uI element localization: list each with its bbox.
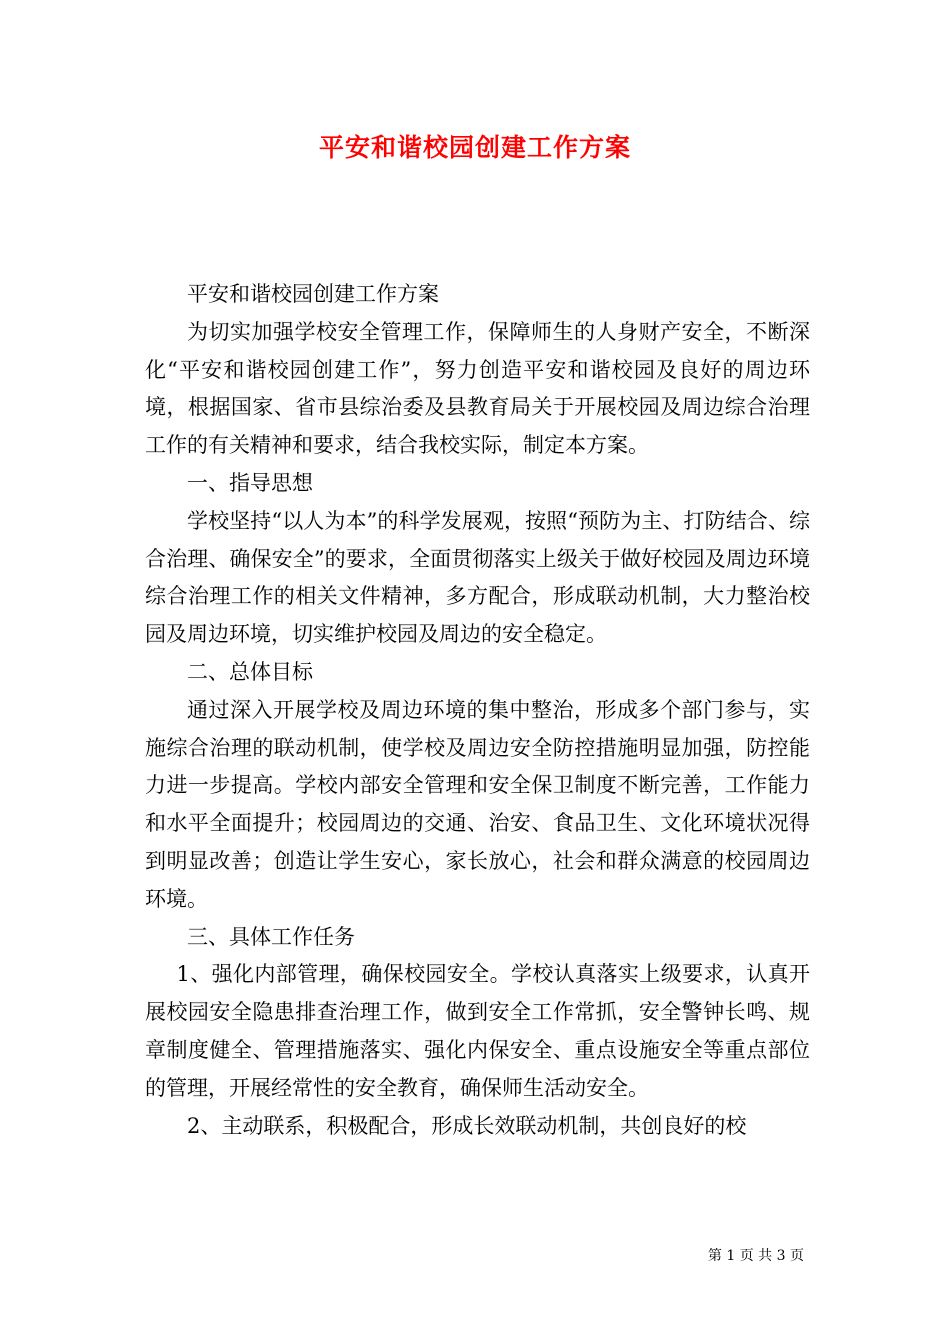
document-body [145,276,810,1145]
task-1-paragraph: 1、强化内部管理，确保校园安全。学校认真落实上级要求，认真开展校园安全隐患排查治理工作，做到安全工作常抓，安全警钟长鸣、规章制度健全、管理措施落实、强化内保安全、重点设施安全等重点部位的管理，开展经常性的安全教育，确保师生活动安全。 [145,962,810,1100]
subtitle-paragraph: 平安和谐校园创建工作方案 [187,282,439,306]
section-heading-specific-tasks: 三、具体工作任务 [187,924,355,949]
section-heading-guiding-ideology: 一、指导思想 [187,470,313,495]
intro-paragraph: 为切实加强学校安全管理工作，保障师生的人身财产安全，不断深化“平安和谐校园创建工作”，努力创造平安和谐校园及良好的周边环境，根据国家、省市县综治委及县教育局关于开展校园及周边综合治理工作的有关精神和要求，结合我校实际，制定本方案。 [145,319,810,458]
guiding-ideology-paragraph: 学校坚持“以人为本”的科学发展观，按照“预防为主、打防结合、综合治理、确保安全”的要求，全面贯彻落实上级关于做好校园及周边环境综合治理工作的相关文件精神，多方配合，形成联动机制，大力整治校园及周边环境，切实维护校园及周边的安全稳定。 [145,508,810,647]
section-heading-overall-goal: 二、总体目标 [187,659,313,684]
task-2-paragraph: 2、主动联系，积极配合，形成长效联动机制，共创良好的校 [187,1113,747,1138]
page-title: 平安和谐校园创建工作方案 [318,133,631,162]
page-number-footer: 第 1 页 共 3 页 [707,1248,804,1264]
overall-goal-paragraph: 通过深入开展学校及周边环境的集中整治，形成多个部门参与，实施综合治理的联动机制，使学校及周边安全防控措施明显加强，防控能力进一步提高。学校内部安全管理和安全保卫制度不断完善，工作能力和水平全面提升；校园周边的交通、治安、食品卫生、文化环境状况得到明显改善；创造让学生安心，家长放心，社会和群众满意的校园周边环境。 [145,697,810,911]
